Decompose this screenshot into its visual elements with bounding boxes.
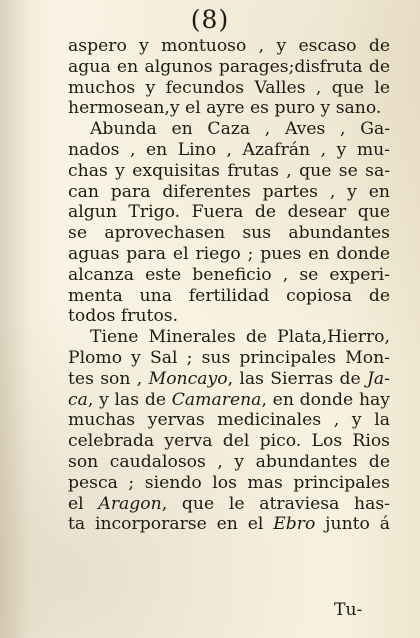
text-line: aspero y montuoso , y escaso de [68, 36, 390, 56]
text-line: muchos y fecundos Valles , que le [68, 77, 390, 98]
text-line: hermosean,y el ayre es puro y sano. [68, 98, 382, 119]
text-line: se aprovechasen sus abundantes [68, 223, 390, 244]
text-line: muchas yervas medicinales , y la [68, 410, 390, 431]
text-line: alcanza este beneficio , se experi- [68, 264, 390, 285]
text-line: el Aragon, que le atraviesa has- [68, 493, 390, 514]
text-line: aguas para el riego ; pues en donde [68, 243, 390, 264]
text-line: ta incorporarse en el Ebro junto á [68, 514, 390, 535]
body-text [68, 36, 390, 535]
text-line: todos frutos. [68, 306, 179, 327]
catchword: Tu- [334, 600, 363, 620]
text-line: Tiene Minerales de Plata,Hierro, [90, 327, 390, 348]
text-line: can para diferentes partes , y en [68, 181, 390, 202]
text-line: son caudalosos , y abundantes de [68, 451, 390, 472]
text-line: algun Trigo. Fuera de desear que [68, 202, 390, 223]
text-line: menta una fertilidad copiosa de [68, 285, 390, 306]
text-line: Plomo y Sal ; sus principales Mon- [68, 347, 390, 368]
text-line: nados , en Lino , Azafrán , y mu- [68, 139, 390, 160]
text-line: pesca ; siendo los mas principales [68, 472, 390, 493]
page-number: (8) [190, 5, 230, 34]
text-line: tes son , Moncayo, las Sierras de Ja- [68, 368, 390, 389]
text-line: ca, y las de Camarena, en donde hay [68, 389, 390, 410]
text-line: celebrada yerva del pico. Los Rios [68, 431, 390, 452]
gutter-shadow [0, 0, 30, 638]
text-line: agua en algunos parages;disfruta de [68, 56, 390, 77]
text-line: Abunda en Caza , Aves , Ga- [90, 119, 390, 140]
text-line: chas y exquisitas frutas , que se sa- [68, 160, 390, 181]
